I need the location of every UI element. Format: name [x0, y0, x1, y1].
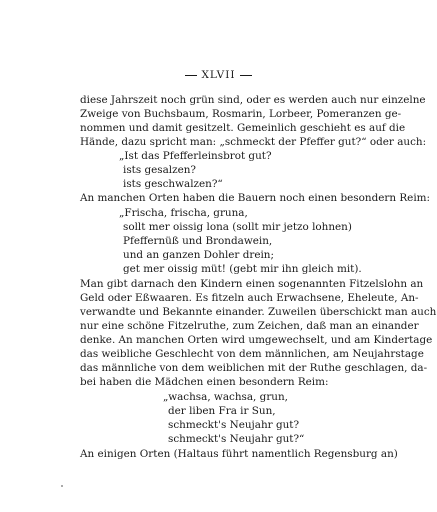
verse-line: ists gesalzen? — [123, 164, 197, 176]
text-line: Hände, dazu spricht man: „schmeckt der Pfeffer gut?“ oder auch: — [80, 136, 427, 148]
page-header — [0, 69, 437, 81]
verse-line: schmeckt's Neujahr gut?“ — [168, 433, 305, 445]
header-rule-left — [185, 75, 197, 76]
verse-line: „Ist das Pfefferleinsbrot gut? — [119, 150, 272, 162]
text-line: Zweige von Buchsbaum, Rosmarin, Lorbeer, Pomeranzen ge- — [80, 108, 402, 120]
text-line: das weibliche Geschlecht von dem männlichen, am Neujahrstage — [80, 348, 424, 360]
text-line: Man gibt darnach den Kindern einen sogenannten Fitzelslohn an — [80, 278, 424, 290]
header-rule-right — [240, 75, 252, 76]
verse-line: „Frischa, frischa, gruna, — [119, 207, 248, 219]
text-line: nommen und damit gesitzelt. Gemeinlich geschieht es auf die — [80, 122, 406, 134]
verse-line: und an ganzen Dohler drein; — [123, 249, 274, 261]
verse-line: Pfeffernüß und Brondawein, — [123, 235, 273, 247]
verse-line: sollt mer oissig lona (sollt mir jetzo lohnen) — [123, 221, 352, 233]
text-line: das männliche von dem weiblichen mit der Ruthe geschlagen, da- — [80, 362, 428, 374]
text-line: verwandte und Bekannte einander. Zuweilen überschickt man auch — [80, 306, 437, 318]
verse-line: schmeckt's Neujahr gut? — [168, 419, 300, 431]
text-line: nur eine schöne Fitzelruthe, zum Zeichen, daß man an einander — [80, 320, 419, 332]
text-line: Geld oder Eßwaaren. Es fitzeln auch Erwachsene, Eheleute, An- — [80, 292, 419, 304]
text-line: An manchen Orten haben die Bauern noch einen besondern Reim: — [80, 192, 431, 204]
paper-speck — [61, 485, 63, 487]
verse-line: der liben Fra ir Sun, — [168, 405, 276, 417]
verse-line: „wachsa, wachsa, grun, — [163, 391, 288, 403]
text-line: denke. An manchen Orten wird umgewechselt, und am Kindertage — [80, 334, 433, 346]
verse-line: ists geschwalzen?“ — [123, 178, 223, 190]
verse-line: get mer oissig müt! (gebt mir ihn gleich mit). — [123, 263, 362, 275]
text-line: diese Jahrszeit noch grün sind, oder es werden auch nur einzelne — [80, 94, 426, 106]
text-line: An einigen Orten (Haltaus führt namentlich Regensburg an) — [80, 448, 398, 460]
text-line: bei haben die Mädchen einen besondern Reim: — [80, 376, 329, 388]
page-number: XLVII — [201, 69, 236, 81]
